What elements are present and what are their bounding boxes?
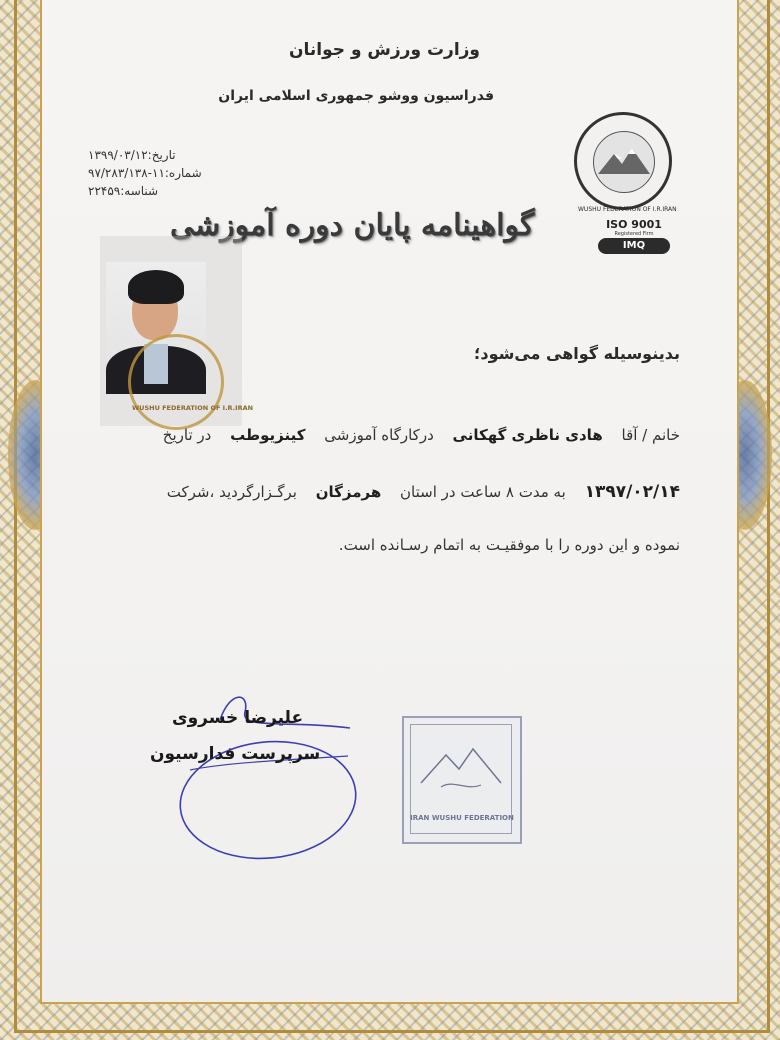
federation-logo bbox=[574, 112, 672, 210]
iso-registered: Registered Firm bbox=[614, 231, 654, 237]
photo-hair bbox=[128, 270, 184, 304]
iso-title: ISO 9001 bbox=[606, 218, 662, 231]
body-line-3: نموده و این دوره را با موفقیـت به اتمام رسـانده است. bbox=[338, 536, 680, 554]
imq-badge: IMQ bbox=[598, 238, 670, 254]
line1-prefix: خانم / آقا bbox=[621, 426, 680, 444]
stamp-mountain-icon bbox=[411, 725, 511, 805]
ministry-heading: وزارت ورزش و جوانان bbox=[289, 40, 480, 60]
line1-mid: درکارگاه آموزشی bbox=[324, 426, 434, 444]
mountain-emblem-icon bbox=[593, 131, 655, 193]
recipient-name: هادی ناظری گهکانی bbox=[452, 426, 603, 444]
line2-mid: به مدت ۸ ساعت در استان bbox=[400, 483, 566, 501]
certificate-title: گواهینامه پایان دوره آموزشی bbox=[170, 208, 535, 243]
signer-name: علیرضا خسروی bbox=[172, 708, 304, 728]
signer-title: سرپرست فدارسیون bbox=[150, 744, 321, 764]
body-line-1 bbox=[163, 426, 680, 444]
federation-logo-text: WUSHU FEDERATION OF I.R.IRAN bbox=[578, 206, 677, 213]
meta-number: شماره:۱۱-۹۷/۲۸۳/۱۳۸ bbox=[88, 166, 202, 180]
federation-stamp bbox=[402, 716, 522, 844]
certificate-intro: بدینوسیله گواهی می‌شود؛ bbox=[473, 344, 680, 363]
body-line-2 bbox=[167, 482, 680, 502]
meta-id: شناسه:۲۲۴۵۹ bbox=[88, 184, 159, 198]
meta-date: تاریخ:۱۳۹۹/۰۳/۱۲ bbox=[88, 148, 176, 162]
course-name: کینزیوطب bbox=[230, 426, 306, 444]
stamp-caption: IRAN WUSHU FEDERATION bbox=[410, 814, 514, 822]
photo-stamp bbox=[128, 334, 224, 430]
line1-suffix: در تاریخ bbox=[162, 426, 212, 444]
federation-heading: فدراسیون ووشو جمهوری اسلامی ایران bbox=[218, 88, 494, 104]
province-name: هرمزگان bbox=[315, 483, 382, 501]
photo-stamp-text: WUSHU FEDERATION OF I.R.IRAN bbox=[132, 404, 254, 412]
course-date: ۱۳۹۷/۰۲/۱۴ bbox=[584, 482, 680, 502]
iso-mark bbox=[594, 218, 674, 258]
line2-suffix: برگـزارگردید ،شرکت bbox=[166, 483, 297, 501]
